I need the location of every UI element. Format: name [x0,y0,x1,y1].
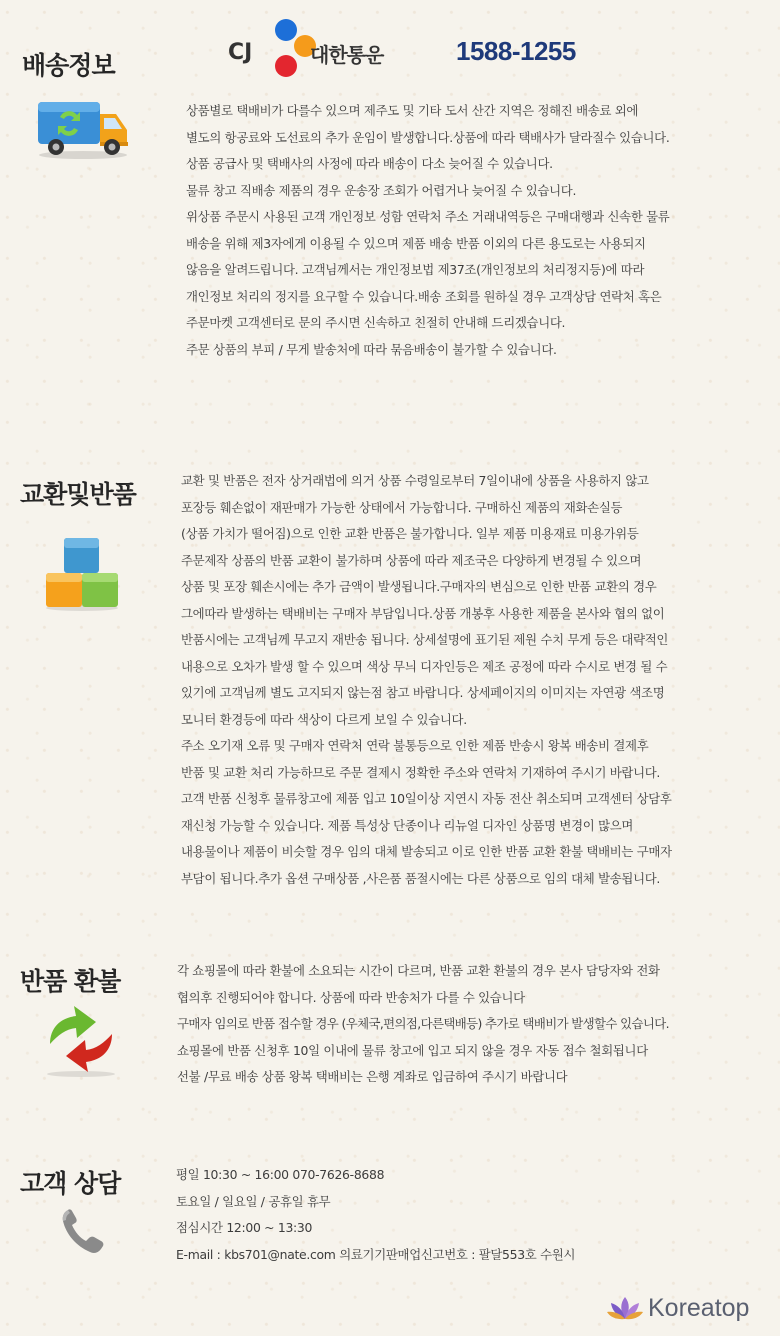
exchange-line: 그에따라 발생하는 택배비는 구매자 부담입니다.상품 개봉후 사용한 제품을 본사와 협의 없이 [181,605,665,621]
exchange-line: 교환 및 반품은 전자 상거래법에 의거 상품 수령일로부터 7일이내에 상품을 사용하지 않고 [181,473,649,488]
carrier-phone-number: 1588-1255 [456,36,576,66]
lunch-hours: 점심시간 12:00 ~ 13:30 [176,1220,313,1235]
exchange-line: (상품 가치가 떨어짐)으로 인한 교환 반품은 불가합니다. 일부 제품 미용재료 미용가위등 [181,526,639,541]
exchange-line: 재신청 가능할 수 있습니다. 제품 특성상 단종이나 리뉴얼 디자인 상품명 변경이 많으며 [181,817,634,833]
shipping-line: 위상품 주문시 사용된 고객 개인정보 성함 연락처 주소 거래내역등은 구매대행과 신속한 물류 [186,209,670,224]
shipping-line: 않음을 알려드립니다. 고객님께서는 개인정보법 제37조(개인정보의 처리정지등)에 따라 [186,262,645,277]
boxes-icon [44,536,120,616]
refund-info-text [177,958,669,1091]
exchange-line: 내용물이나 제품이 비슷할 경우 임의 대체 발송되고 이로 인한 반품 교환 환불 택배비는 구매자 [181,844,672,859]
cj-logo [228,14,388,84]
refund-section-title: 반품 환불 [20,967,121,996]
business-hours: 평일 10:30 ~ 16:00 070-7626-8688 [176,1167,385,1182]
koreatop-logo [606,1292,774,1328]
delivery-truck-icon [36,98,130,164]
shipping-line: 물류 창고 직배송 제품의 경우 운송장 조회가 어렵거나 늦어질 수 있습니다. [186,182,577,198]
shipping-section-title: 배송정보 [22,51,115,80]
exchange-info-text [181,468,672,892]
exchange-line: 주문제작 상품의 반품 교환이 불가하며 상품에 따라 제조국은 다양하게 변경될 수 있으며 [181,552,642,568]
refund-line: 쇼핑몰에 반품 신청후 10일 이내에 물류 창고에 입고 되지 않을 경우 자동 접수 철회됩니다 [177,1042,648,1058]
brand-name: Koreatop [648,1294,750,1322]
refund-line: 선불 /무료 배송 상품 왕복 택배비는 은행 계좌로 입금하여 주시기 바랍니다 [177,1069,568,1084]
exchange-line: 주소 오기재 오류 및 구매자 연락처 연락 불통등으로 인한 제품 반송시 왕복 배송비 결제후 [181,738,649,753]
return-arrows-icon [44,1004,118,1082]
shipping-line: 상품별로 택배비가 다를수 있으며 제주도 및 기타 도서 산간 지역은 정해진 배송료 외에 [186,103,639,118]
exchange-line: 부담이 됩니다.추가 옵션 구매상품 ,사은품 품절시에는 다른 상품으로 임의 대체 발송됩니다. [181,870,661,886]
lotus-icon [606,1295,644,1325]
shipping-line: 주문마켓 고객센터로 문의 주시면 신속하고 친절히 안내해 드리겠습니다. [186,315,566,330]
shipping-line: 주문 상품의 부피 / 무게 발송처에 따라 묶음배송이 불가할 수 있습니다. [186,341,557,357]
exchange-line: 내용으로 오차가 발생 할 수 있으며 색상 무늬 디자인등은 제조 공정에 따라 수시로 변경 될 수 [181,658,668,674]
exchange-line: 있기에 고객님께 별도 고지되지 않는점 참고 바랍니다. 상세페이지의 이미지는 자연광 색조명 [181,685,665,700]
exchange-section-title: 교환및반품 [20,480,136,509]
shipping-info-text [186,98,669,363]
exchange-line: 반품시에는 고객님께 무고지 재반송 됩니다. 상세설명에 표기된 제원 수치 무게 등은 대략적인 [181,632,669,647]
shipping-line: 배송을 위해 제3자에게 이용될 수 있으며 제품 배송 반품 이외의 다른 용도로는 사용되지 [186,235,646,251]
holiday-notice: 토요일 / 일요일 / 공휴일 휴무 [176,1193,331,1209]
shipping-line: 상품 공급사 및 택배사의 사정에 따라 배송이 다소 늦어질 수 있습니다. [186,156,553,171]
exchange-line: 모니터 환경등에 따라 색상이 다르게 보일 수 있습니다. [181,711,467,727]
consult-section-title: 고객 상담 [20,1169,121,1198]
exchange-line: 반품 및 교환 처리 가능하므로 주문 결제시 정확한 주소와 연락처 기재하여 주시기 바랍니다. [181,764,661,780]
exchange-line: 상품 및 포장 훼손시에는 추가 금액이 발생됩니다.구매자의 변심으로 인한 반품 교환의 경우 [181,579,657,594]
exchange-line: 고객 반품 신청후 물류창고에 제품 입고 10일이상 지연시 자동 전산 취소되며 고객센터 상담후 [181,791,672,806]
phone-handset-icon [60,1206,106,1260]
refund-line: 협의후 진행되어야 합니다. 상품에 따라 반송처가 다를 수 있습니다 [177,989,525,1005]
refund-line: 구매자 임의로 반품 접수할 경우 (우체국,편의점,다른택배등) 추가로 택배비가 발생할수 있습니다. [177,1016,669,1031]
carrier-name: 대한통운 [310,43,384,67]
exchange-line: 포장등 훼손없이 재판매가 가능한 상태에서 가능합니다. 구매하신 제품의 재화손실등 [181,499,623,515]
cj-logo-text: CJ [228,40,253,65]
shipping-line: 개인정보 처리의 정지를 요구할 수 있습니다.배송 조회를 원하실 경우 고객상담 연락처 혹은 [186,288,662,304]
shipping-line: 별도의 항공료와 도선료의 추가 운임이 발생합니다.상품에 따라 택배사가 달라질수 있습니다. [186,129,670,145]
contact-email: E-mail : kbs701@nate.com 의료기기판매업신고번호 : 팔달553호 수원시 [176,1246,576,1262]
refund-line: 각 쇼핑몰에 따라 환불에 소요되는 시간이 다르며, 반품 교환 환불의 경우 본사 담당자와 전화 [177,963,660,978]
consult-info-text [176,1162,575,1268]
